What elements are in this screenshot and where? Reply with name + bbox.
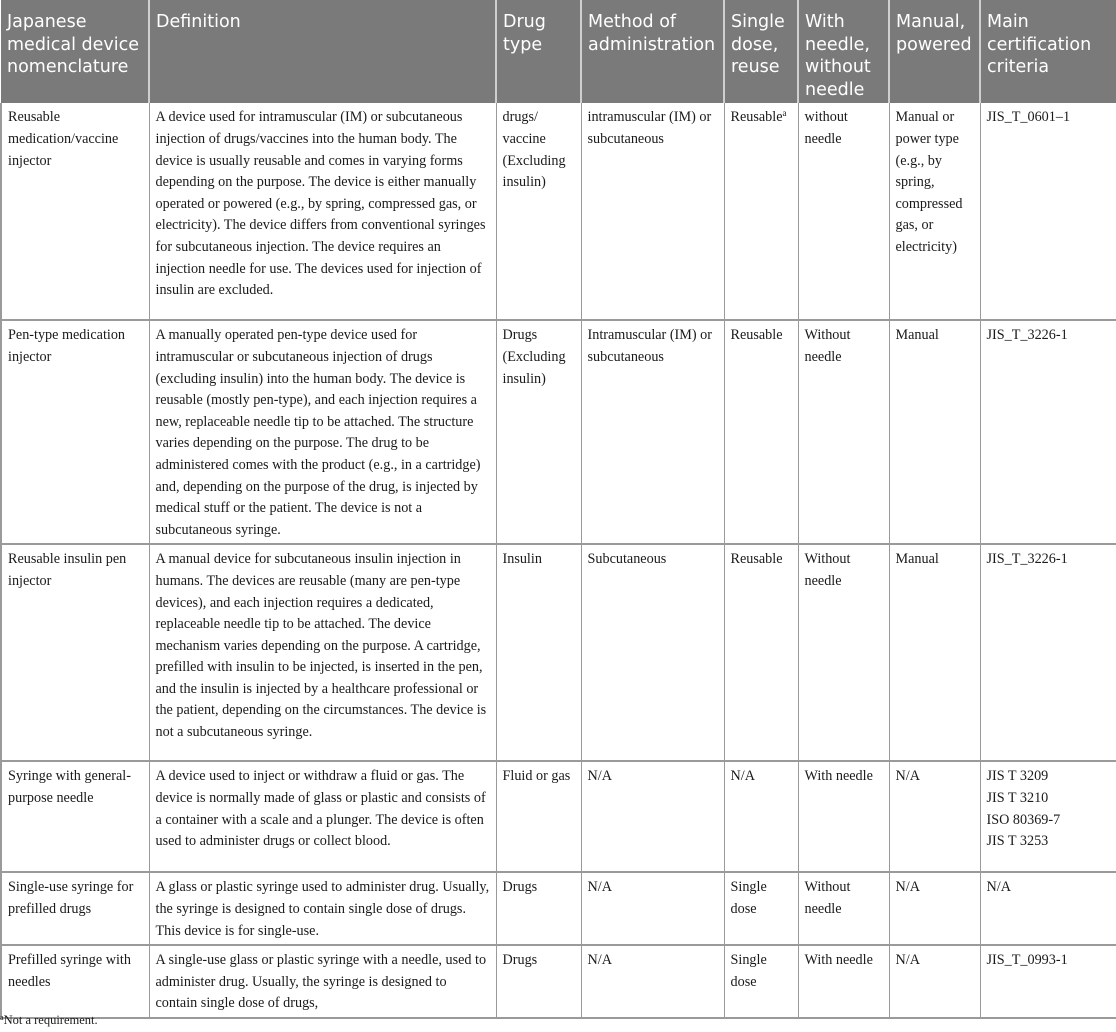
cell-method: N/A [581, 945, 724, 1018]
cell-drug-type: Fluid or gas [496, 761, 581, 872]
cell-definition: A manual device for subcutaneous insulin injection in humans. The devices are reusable (many are pen-type devices), and each injection requires a dedicated, replaceable needle tip to be attached. The device mechanism varies depending on the purpose. A cartridge, prefilled with insulin to be injected, is inserted in the pen, and the insulin is injected by a healthcare professional or the patient, depending on the circumstances. The device is not a subcutaneous syringe. [149, 544, 496, 761]
cell-needle: With needle [798, 761, 889, 872]
cell-needle: Without needle [798, 872, 889, 945]
cell-criteria: JIS_T_0993-1 [980, 945, 1116, 1018]
cell-dose: Reusable [724, 320, 798, 544]
cell-manual: N/A [889, 872, 980, 945]
cell-definition: A manually operated pen-type device used for intramuscular or subcutaneous injection of drugs (excluding insulin) into the human body. The device is reusable (mostly pen-type), and each injection requires a new, replaceable needle tip to be attached. The structure varies depending on the purpose. The drug to be administered comes with the product (e.g., in a cartridge) and, depending on the purpose of the drug, is injected by medical stuff or the patient. The device is not a subcutaneous syringe. [149, 320, 496, 544]
cell-manual: Manual or power type (e.g., by spring, compressed gas, or electricity) [889, 103, 980, 320]
cell-drug-type: Drugs (Excluding insulin) [496, 320, 581, 544]
cell-definition: A glass or plastic syringe used to administer drug. Usually, the syringe is designed to contain single dose of drugs. This device is for single-use. [149, 872, 496, 945]
cell-nomenclature: Reusable medication/vaccine injector [1, 103, 149, 320]
cell-nomenclature: Pen-type medication injector [1, 320, 149, 544]
footnote-marker: a [0, 1013, 4, 1022]
cell-method: Subcutaneous [581, 544, 724, 761]
cell-definition: A device used for intramuscular (IM) or subcutaneous injection of drugs/vaccines into the human body. The device is usually reusable and comes in varying forms depending on the purpose. The device is either manually operated or powered (e.g., by spring, compressed gas, or electricity). The device differs from conventional syringes for subcutaneous injection. The device requires an injection needle for use. The devices used for injection of insulin are excluded. [149, 103, 496, 320]
table-row [1, 103, 1116, 320]
cell-nomenclature: Single-use syringe for prefilled drugs [1, 872, 149, 945]
header-nomenclature: Japanese medical device nomenclature [1, 0, 149, 103]
dose-value: Reusable [730, 109, 783, 126]
cell-dose: Single dose [724, 945, 798, 1018]
cell-needle: without needle [798, 103, 889, 320]
cell-criteria: JIS T 3209 JIS T 3210 ISO 80369-7 JIS T 3253 [980, 761, 1116, 872]
table-row [1, 872, 1116, 945]
header-needle: With needle, without needle [798, 0, 889, 103]
cell-drug-type: Drugs [496, 945, 581, 1018]
cell-method: Intramuscular (IM) or subcutaneous [581, 320, 724, 544]
cell-drug-type: drugs/ vaccine (Excluding insulin) [496, 103, 581, 320]
cell-nomenclature: Prefilled syringe with needles [1, 945, 149, 1018]
cell-criteria: JIS_T_0601–1 [980, 103, 1116, 320]
cell-dose [724, 103, 798, 320]
table-row [1, 761, 1116, 872]
cell-definition: A single-use glass or plastic syringe with a needle, used to administer drug. Usually, the syringe is designed to contain single dose of drugs, [149, 945, 496, 1018]
header-manual: Manual, powered [889, 0, 980, 103]
cell-method: intramuscular (IM) or subcutaneous [581, 103, 724, 320]
cell-drug-type: Insulin [496, 544, 581, 761]
cell-nomenclature: Syringe with general-purpose needle [1, 761, 149, 872]
cell-needle: With needle [798, 945, 889, 1018]
cell-manual: N/A [889, 945, 980, 1018]
cell-manual: Manual [889, 544, 980, 761]
cell-dose: Reusable [724, 544, 798, 761]
header-row [1, 0, 1116, 103]
table-row [1, 544, 1116, 761]
footnote-marker: a [782, 108, 787, 119]
cell-dose: Single dose [724, 872, 798, 945]
cell-criteria: N/A [980, 872, 1116, 945]
cell-needle: Without needle [798, 320, 889, 544]
cell-nomenclature: Reusable insulin pen injector [1, 544, 149, 761]
table-row [1, 945, 1116, 1018]
cell-criteria: JIS_T_3226-1 [980, 320, 1116, 544]
cell-definition: A device used to inject or withdraw a fluid or gas. The device is normally made of glass or plastic and consists of a container with a scale and a plunger. The device is often used to administer drugs or collect blood. [149, 761, 496, 872]
cell-manual: Manual [889, 320, 980, 544]
header-method: Method of administration [581, 0, 724, 103]
header-definition: Definition [149, 0, 496, 103]
header-dose: Single dose, reuse [724, 0, 798, 103]
table-row [1, 320, 1116, 544]
footnote-text: Not a requirement. [3, 1013, 98, 1027]
table-footnote [0, 1013, 98, 1028]
cell-method: N/A [581, 761, 724, 872]
cell-manual: N/A [889, 761, 980, 872]
cell-method: N/A [581, 872, 724, 945]
cell-needle: Without needle [798, 544, 889, 761]
cell-drug-type: Drugs [496, 872, 581, 945]
cell-dose: N/A [724, 761, 798, 872]
cell-criteria: JIS_T_3226-1 [980, 544, 1116, 761]
header-drug-type: Drug type [496, 0, 581, 103]
header-criteria: Main certification criteria [980, 0, 1116, 103]
